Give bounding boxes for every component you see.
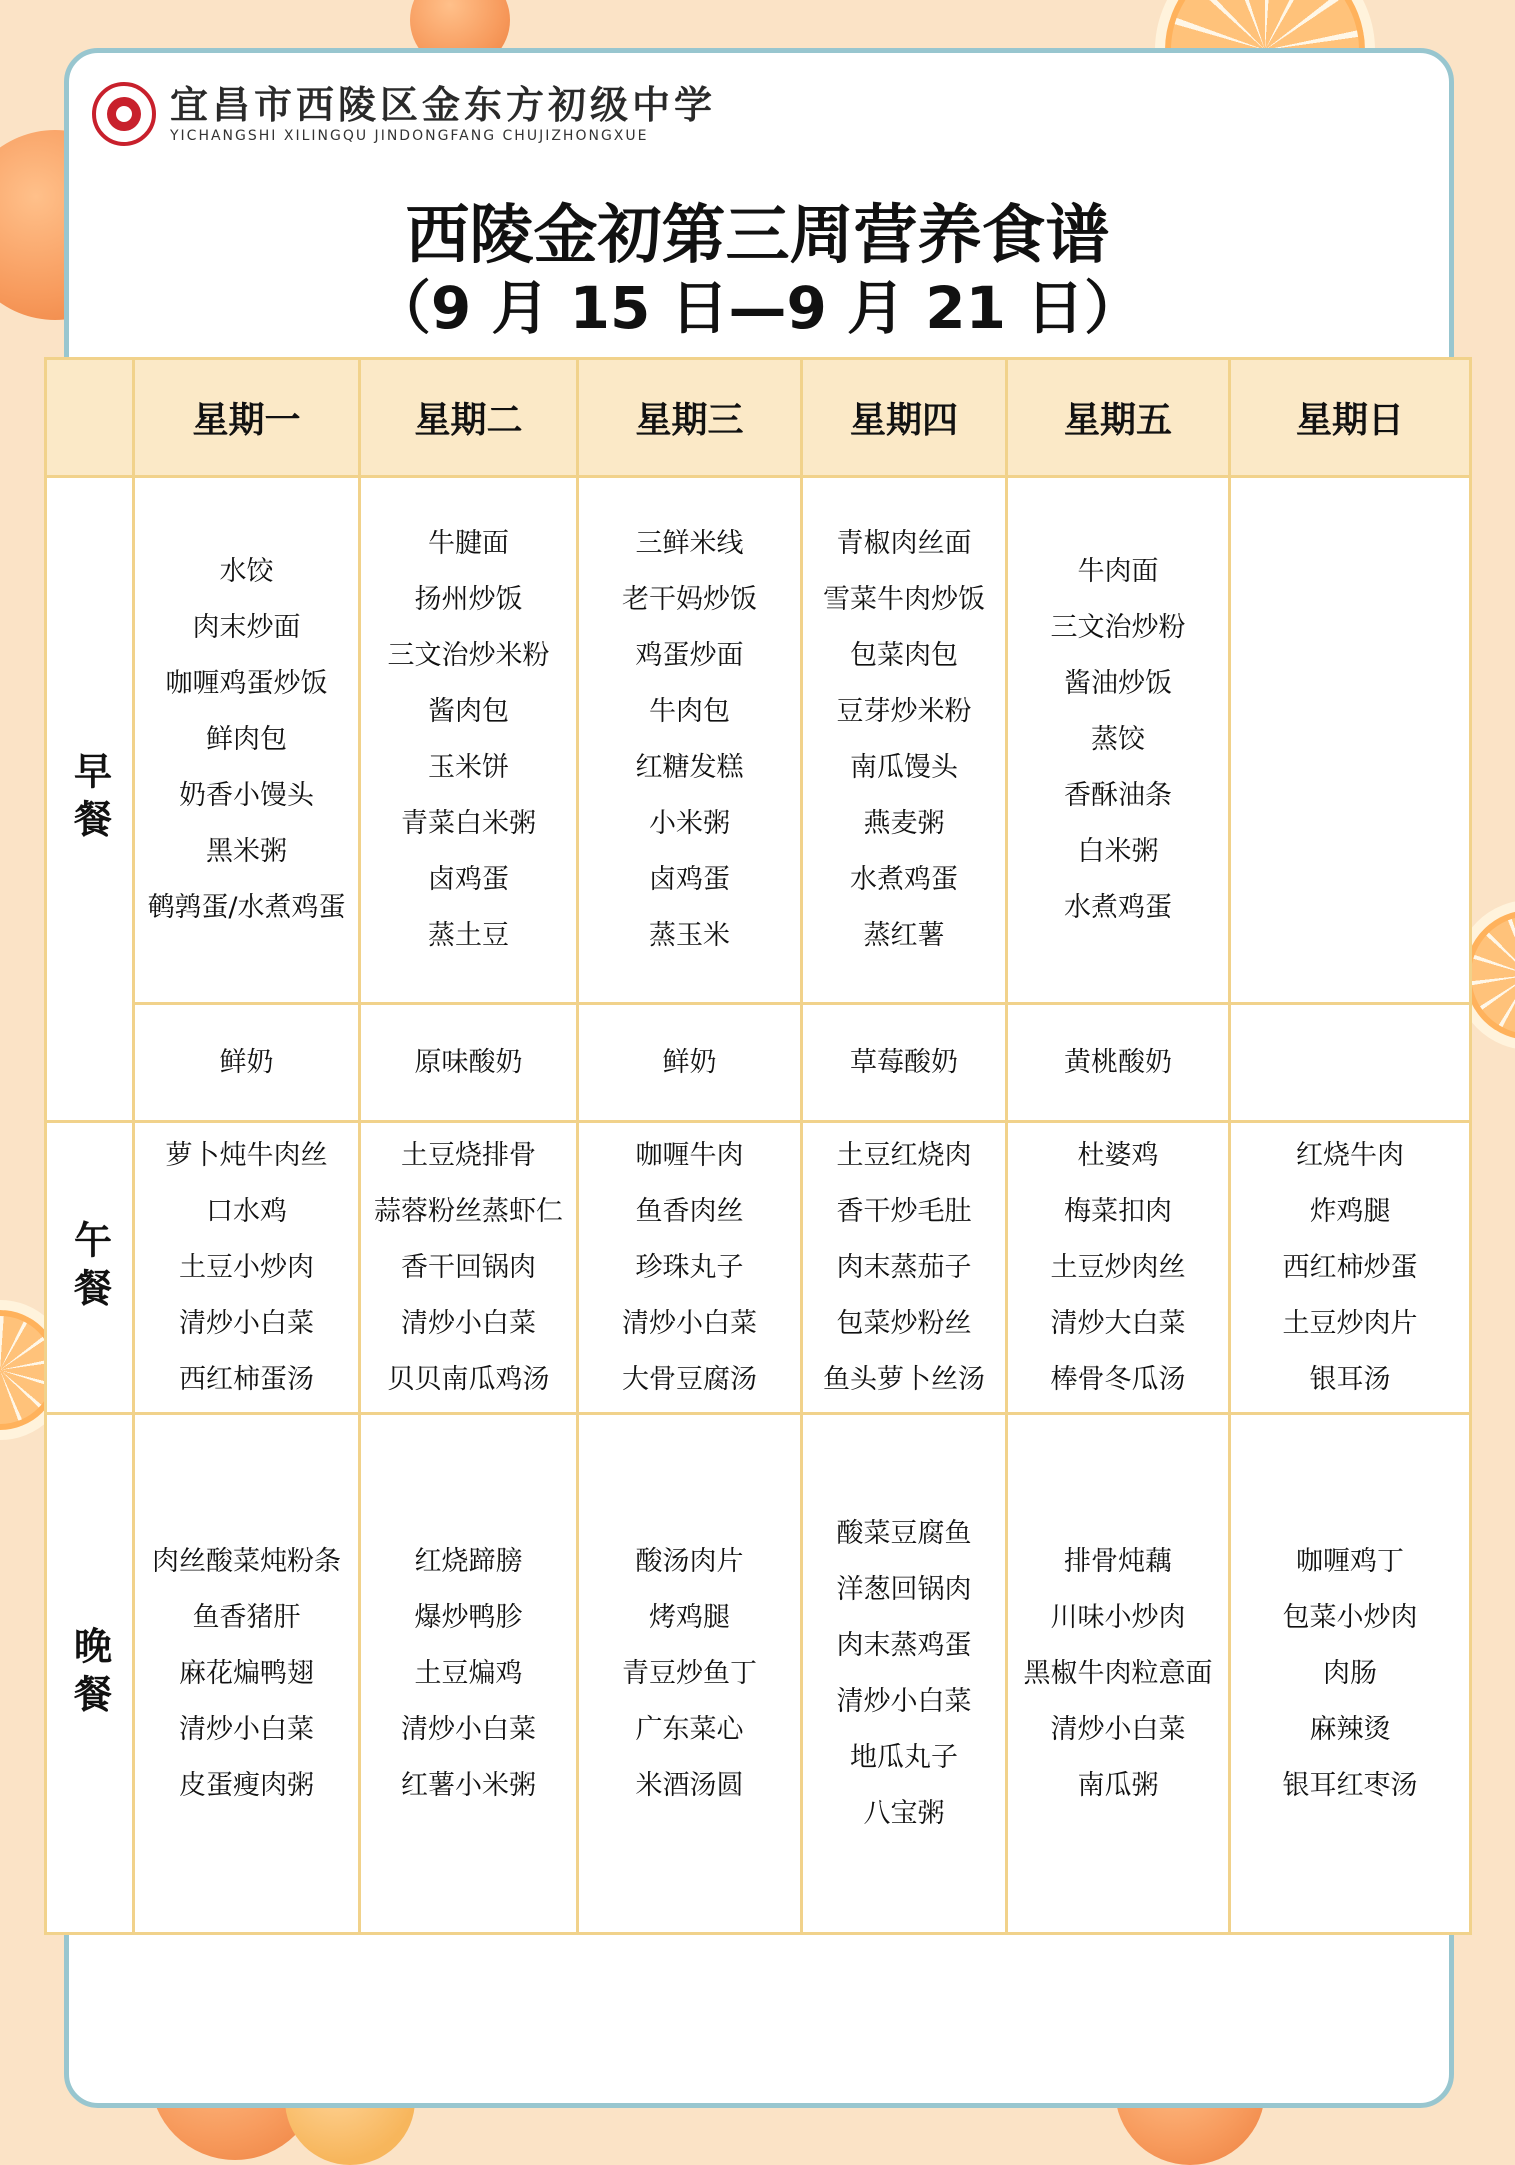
dish-item: 香干炒毛肚 [836, 1195, 972, 1227]
dinner-label-cell [46, 1414, 134, 1934]
dish-item: 鱼香猪肝 [192, 1601, 301, 1633]
dish-item: 水煮鸡蛋 [1064, 892, 1172, 923]
dish-item: 老干妈炒饭 [622, 584, 757, 615]
dish-item: 小米粥 [649, 808, 730, 839]
dish-item: 口水鸡 [206, 1195, 287, 1227]
date-range-title: （9 月 15 日—9 月 21 日） [372, 274, 1143, 342]
dish-item: 清炒小白菜 [1050, 1713, 1186, 1745]
dish-item: 牛肉面 [1077, 556, 1159, 587]
dish-item: 酸汤肉片 [635, 1545, 744, 1577]
dish-item: 麻辣烫 [1309, 1713, 1391, 1745]
dish-item: 鱼头萝卜丝汤 [823, 1363, 985, 1395]
day-header-tue: 星期二 [360, 359, 578, 477]
dish-item: 红糖发糕 [635, 752, 744, 783]
dish-item: 米酒汤圆 [635, 1769, 744, 1801]
dish-item: 清炒小白菜 [179, 1713, 314, 1745]
day-header-sun: 星期日 [1230, 359, 1471, 477]
dish-item: 雪菜牛肉炒饭 [823, 584, 985, 615]
dish-item: 土豆红烧肉 [836, 1139, 972, 1171]
dish-item: 肉肠 [1323, 1657, 1377, 1689]
dish-item: 清炒大白菜 [1050, 1307, 1186, 1339]
dish-item: 皮蛋瘦肉粥 [179, 1769, 314, 1801]
dish-item: 排骨炖藕 [1064, 1545, 1172, 1577]
breakfast-label: 早餐 [67, 751, 112, 847]
dish-item: 水饺 [219, 556, 274, 587]
dish-item: 麻花煸鸭翅 [179, 1657, 314, 1689]
lunch-label-cell [46, 1122, 134, 1414]
dinner-cell-thu [802, 1414, 1007, 1934]
dish-item: 水煮鸡蛋 [850, 864, 958, 895]
breakfast-cell-tue [360, 477, 578, 1004]
dish-item: 八宝粥 [863, 1797, 945, 1829]
lunch-cell-wed [578, 1122, 802, 1414]
day-header-wed: 星期三 [578, 359, 802, 477]
dish-item: 洋葱回锅肉 [836, 1573, 972, 1605]
dish-item: 鹌鹑蛋/水煮鸡蛋 [147, 892, 346, 923]
dish-item: 鸡蛋炒面 [635, 640, 744, 671]
dish-item: 土豆炒肉丝 [1050, 1251, 1186, 1283]
dish-item: 包菜小炒肉 [1282, 1601, 1418, 1633]
lunch-label: 午餐 [67, 1219, 112, 1316]
lunch-row [46, 1122, 1471, 1414]
dish-item: 红烧蹄膀 [414, 1545, 523, 1577]
dish-item: 蒸红薯 [863, 920, 945, 951]
dish-item: 清炒小白菜 [401, 1713, 536, 1745]
dish-item: 酱肉包 [428, 696, 509, 727]
dish-item: 蒸饺 [1091, 724, 1145, 755]
dish-item: 咖喱鸡丁 [1296, 1545, 1404, 1577]
dish-item: 红烧牛肉 [1296, 1139, 1404, 1171]
dish-item: 奶香小馒头 [179, 780, 314, 811]
dish-item: 广东菜心 [635, 1713, 744, 1745]
dish-item: 香干回锅肉 [401, 1251, 536, 1283]
dish-item: 咖喱鸡蛋炒饭 [165, 668, 328, 699]
dish-item: 南瓜馒头 [850, 752, 958, 783]
breakfast-cell-sun [1230, 477, 1471, 1004]
dinner-cell-tue [360, 1414, 578, 1934]
dish-item: 三文治炒粉 [1050, 612, 1186, 643]
dish-item: 蒸土豆 [428, 920, 509, 951]
dish-item: 川味小炒肉 [1050, 1601, 1186, 1633]
lunch-cell-thu [802, 1122, 1007, 1414]
dinner-label: 晚餐 [67, 1625, 112, 1722]
dish-item: 卤鸡蛋 [428, 864, 509, 895]
dinner-cell-wed [578, 1414, 802, 1934]
dish-item: 鲜肉包 [206, 724, 287, 755]
dish-item: 白米粥 [1077, 836, 1159, 867]
dish-item: 西红柿蛋汤 [179, 1363, 314, 1395]
lunch-cell-mon [134, 1122, 360, 1414]
breakfast-label-cell [46, 477, 134, 1122]
dairy-cell-sun [1230, 1004, 1471, 1122]
dairy-cell-mon: 鲜奶 [134, 1004, 360, 1122]
dish-item: 萝卜炖牛肉丝 [165, 1139, 328, 1171]
dish-item: 蒜蓉粉丝蒸虾仁 [374, 1195, 563, 1227]
dish-item: 酱油炒饭 [1064, 668, 1172, 699]
dish-item: 卤鸡蛋 [649, 864, 730, 895]
dish-item: 梅菜扣肉 [1064, 1195, 1172, 1227]
dish-item: 清炒小白菜 [401, 1307, 536, 1339]
breakfast-cell-fri [1007, 477, 1230, 1004]
dish-item: 包菜炒粉丝 [836, 1307, 972, 1339]
lunch-cell-tue [360, 1122, 578, 1414]
dish-item: 银耳红枣汤 [1282, 1769, 1418, 1801]
day-header-fri: 星期五 [1007, 359, 1230, 477]
dish-item: 牛肉包 [649, 696, 730, 727]
dish-item: 银耳汤 [1309, 1363, 1391, 1395]
dish-item: 燕麦粥 [863, 808, 945, 839]
dish-item: 蒸玉米 [649, 920, 730, 951]
school-name-block [170, 83, 716, 145]
dish-item: 香酥油条 [1064, 780, 1172, 811]
dish-item: 肉末蒸茄子 [836, 1251, 972, 1283]
school-logo-icon [92, 82, 156, 146]
day-header-thu: 星期四 [802, 359, 1007, 477]
dish-item: 珍珠丸子 [635, 1251, 744, 1283]
dish-item: 三文治炒米粉 [387, 640, 550, 671]
dish-item: 棒骨冬瓜汤 [1050, 1363, 1186, 1395]
dish-item: 黑米粥 [206, 836, 287, 867]
dish-item: 玉米饼 [428, 752, 509, 783]
dish-item: 西红柿炒蛋 [1282, 1251, 1418, 1283]
dish-item: 土豆小炒肉 [179, 1251, 314, 1283]
dinner-row [46, 1414, 1471, 1934]
dish-item: 红薯小米粥 [401, 1769, 536, 1801]
dish-item: 肉末蒸鸡蛋 [836, 1629, 972, 1661]
breakfast-cell-mon [134, 477, 360, 1004]
dish-item: 牛腱面 [428, 528, 509, 559]
school-name-chinese: 宜昌市西陵区金东方初级中学 [170, 82, 717, 127]
dish-item: 青菜白米粥 [401, 808, 536, 839]
dairy-cell-fri: 黄桃酸奶 [1007, 1004, 1230, 1122]
dish-item: 贝贝南瓜鸡汤 [387, 1363, 550, 1395]
corner-cell [46, 359, 134, 477]
lunch-cell-sun [1230, 1122, 1471, 1414]
dish-item: 三鲜米线 [635, 528, 744, 559]
dish-item: 烤鸡腿 [649, 1601, 730, 1633]
dish-item: 爆炒鸭胗 [414, 1601, 523, 1633]
dish-item: 土豆煸鸡 [414, 1657, 523, 1689]
dish-item: 南瓜粥 [1077, 1769, 1159, 1801]
breakfast-cell-wed [578, 477, 802, 1004]
dairy-cell-thu: 草莓酸奶 [802, 1004, 1007, 1122]
dish-item: 清炒小白菜 [179, 1307, 314, 1339]
dish-item: 大骨豆腐汤 [622, 1363, 757, 1395]
dairy-row [46, 1004, 1471, 1122]
dish-item: 青豆炒鱼丁 [622, 1657, 757, 1689]
school-header [92, 82, 716, 146]
dinner-cell-mon [134, 1414, 360, 1934]
dish-item: 鱼香肉丝 [635, 1195, 744, 1227]
day-header-mon: 星期一 [134, 359, 360, 477]
dinner-cell-sun [1230, 1414, 1471, 1934]
dish-item: 酸菜豆腐鱼 [836, 1517, 972, 1549]
dairy-cell-tue: 原味酸奶 [360, 1004, 578, 1122]
dish-item: 地瓜丸子 [850, 1741, 958, 1773]
lunch-cell-fri [1007, 1122, 1230, 1414]
dish-item: 杜婆鸡 [1077, 1139, 1159, 1171]
dairy-cell-wed: 鲜奶 [578, 1004, 802, 1122]
dish-item: 豆芽炒米粉 [836, 696, 972, 727]
breakfast-row [46, 477, 1471, 1004]
page-title: 西陵金初第三周营养食谱 [405, 199, 1110, 273]
school-name-english: YICHANGSHI XILINGQU JINDONGFANG CHUJIZHONGXUE [170, 128, 649, 144]
weekly-menu-table [44, 357, 1472, 1935]
dish-item: 青椒肉丝面 [836, 528, 972, 559]
dish-item: 炸鸡腿 [1309, 1195, 1391, 1227]
dish-item: 咖喱牛肉 [635, 1139, 744, 1171]
dinner-cell-fri [1007, 1414, 1230, 1934]
dish-item: 肉丝酸菜炖粉条 [152, 1545, 341, 1577]
dish-item: 包菜肉包 [850, 640, 958, 671]
dish-item: 黑椒牛肉粒意面 [1023, 1657, 1213, 1689]
dish-item: 清炒小白菜 [836, 1685, 972, 1717]
dish-item: 清炒小白菜 [622, 1307, 757, 1339]
day-header-row [46, 359, 1471, 477]
dish-item: 土豆烧排骨 [401, 1139, 536, 1171]
dish-item: 肉末炒面 [192, 612, 301, 643]
dish-item: 土豆炒肉片 [1282, 1307, 1418, 1339]
breakfast-cell-thu [802, 477, 1007, 1004]
dish-item: 扬州炒饭 [414, 584, 523, 615]
